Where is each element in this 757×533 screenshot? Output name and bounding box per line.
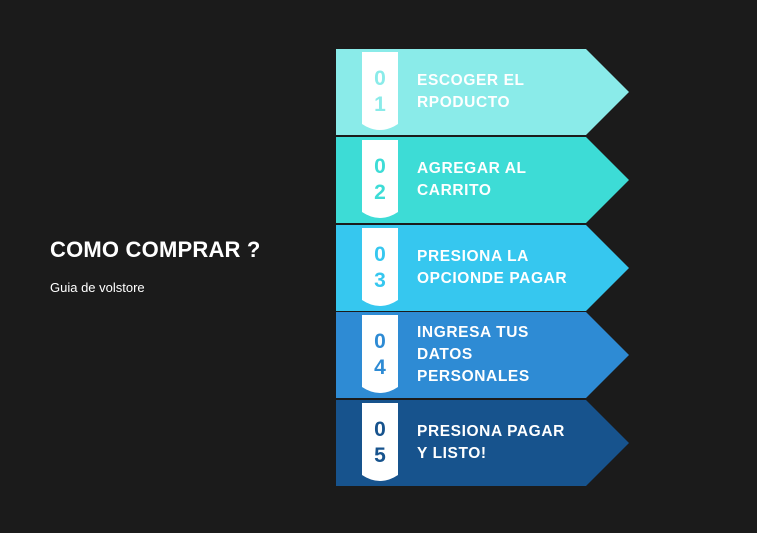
step-3 — [336, 225, 630, 311]
step-1-label: ESCOGER EL RPODUCTO — [417, 72, 525, 111]
step-1-badge — [358, 52, 402, 132]
step-3-digit-ones: 3 — [374, 269, 386, 292]
step-4-badge — [358, 315, 402, 395]
step-2-label: AGREGAR AL CARRITO — [417, 160, 527, 199]
steps-list — [336, 49, 630, 486]
step-1 — [336, 49, 630, 135]
step-3-badge — [358, 228, 402, 308]
step-5 — [336, 400, 630, 486]
step-5-digit-tens: 0 — [374, 418, 386, 441]
step-5-label: PRESIONA PAGAR Y LISTO! — [417, 423, 565, 462]
step-2-digit-ones: 2 — [374, 181, 386, 204]
step-4 — [336, 312, 630, 398]
page-subtitle: Guia de volstore — [50, 280, 145, 295]
step-4-label: INGRESA TUS DATOS PERSONALES — [417, 324, 530, 385]
step-1-digit-tens: 0 — [374, 67, 386, 90]
step-3-label: PRESIONA LA OPCIONDE PAGAR — [417, 248, 568, 287]
step-3-digit-tens: 0 — [374, 243, 386, 266]
step-5-badge — [358, 403, 402, 483]
step-1-digit-ones: 1 — [374, 93, 386, 116]
step-2-digit-tens: 0 — [374, 155, 386, 178]
step-5-digit-ones: 5 — [374, 444, 386, 467]
page-title: COMO COMPRAR ? — [50, 237, 261, 262]
step-2-badge — [358, 140, 402, 220]
step-4-digit-ones: 4 — [374, 356, 386, 379]
step-2 — [336, 137, 630, 223]
step-4-digit-tens: 0 — [374, 330, 386, 353]
